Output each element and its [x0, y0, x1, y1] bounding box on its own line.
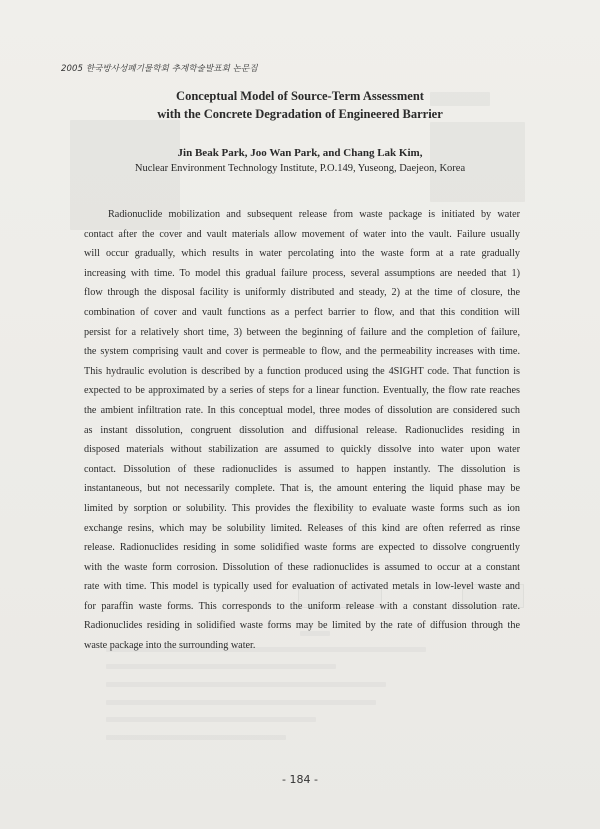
- abstract-line: contact after the cover and vault materials allow movement of water into the vault. Failure usually: [84, 228, 520, 240]
- abstract-body: [84, 205, 520, 656]
- paper-title-line-2: with the Concrete Degradation of Engineered Barrier: [157, 107, 443, 121]
- abstract-line: expected to be approximated by a series of steps for a linear function. Eventually, the flow rate reaches: [84, 385, 520, 397]
- bleed-through-line: [106, 664, 336, 669]
- author-affiliation: Nuclear Environment Technology Institute, P.O.149, Yuseong, Daejeon, Korea: [134, 163, 466, 174]
- abstract-line: increasing with time. To model this gradual failure process, several assumptions are needed that 1): [84, 267, 520, 279]
- abstract-line: for paraffin waste forms. This corresponds to the uniform release with a constant dissolution rate.: [84, 600, 520, 612]
- page-number: - 184 -: [282, 773, 318, 786]
- abstract-line: flow through the disposal facility is uniformly distributed and steady, 2) at the time of closure, the: [84, 287, 520, 299]
- paper-title-line-1: Conceptual Model of Source-Term Assessment: [176, 89, 424, 103]
- abstract-line: with the waste form corrosion. Dissolution of these radionuclides is assumed to occur at a constant: [84, 561, 520, 573]
- abstract-line: combination of cover and vault functions as a perfect barrier to flow, and that this condition will: [84, 306, 520, 318]
- bleed-through-line: [106, 682, 386, 687]
- abstract-line: contact. Dissolution of these radionuclides is assumed to happen instantly. The dissolution is: [84, 463, 520, 475]
- abstract-line: as instant dissolution, congruent dissolution and diffusional release. Radionuclides residing in: [84, 424, 520, 436]
- abstract-line: the system comprising vault and cover is permeable to flow, and the permeability increases with time.: [84, 346, 520, 358]
- abstract-line: exchange resins, which may be solubility limited. Releases of this kind are often referred as rinse: [84, 522, 520, 534]
- abstract-line: disposed materials without stabilization are assumed to quickly dissolve into water upon water: [84, 444, 520, 456]
- abstract-line: Radionuclide mobilization and subsequent release from waste package is initiated by water: [108, 209, 520, 220]
- bleed-through-line: [106, 700, 376, 705]
- abstract-line: will occur gradually, which results in water percolating into the waste form at a rate gradually: [84, 248, 520, 260]
- abstract-line: rate with time. This model is typically used for evaluation of activated metals in low-level waste and: [84, 581, 520, 593]
- bleed-through-line: [106, 735, 286, 740]
- bleed-through-block: [430, 122, 525, 202]
- abstract-line: the ambient infiltration rate. In this conceptual model, three modes of dissolution are considered such: [84, 404, 520, 416]
- running-head: 2005 한국방사성폐기물학회 추계학술발표회 논문집: [61, 64, 258, 74]
- bleed-through-line: [106, 717, 316, 722]
- abstract-line: persist for a relatively short time, 3) between the beginning of failure and the completion of failure,: [84, 326, 520, 338]
- abstract-line: limited by sorption or solubility. This provides the flexibility to evaluate waste forms such as ion: [84, 502, 520, 514]
- abstract-line: This hydraulic evolution is described by a function produced using the 4SIGHT code. That function is: [84, 365, 520, 377]
- abstract-line: instantaneous, but not necessarily complete. That is, the amount entering the liquid phase may be: [84, 483, 520, 495]
- abstract-line: waste package into the surrounding water.: [84, 640, 256, 652]
- author-names: Jin Beak Park, Joo Wan Park, and Chang Lak Kim,: [177, 147, 423, 159]
- abstract-line: Radionuclides residing in solidified waste forms may be limited by the rate of diffusion through the: [84, 620, 520, 632]
- abstract-line: release. Radionuclides residing in some solidified waste forms are expected to dissolve congruently: [84, 542, 520, 554]
